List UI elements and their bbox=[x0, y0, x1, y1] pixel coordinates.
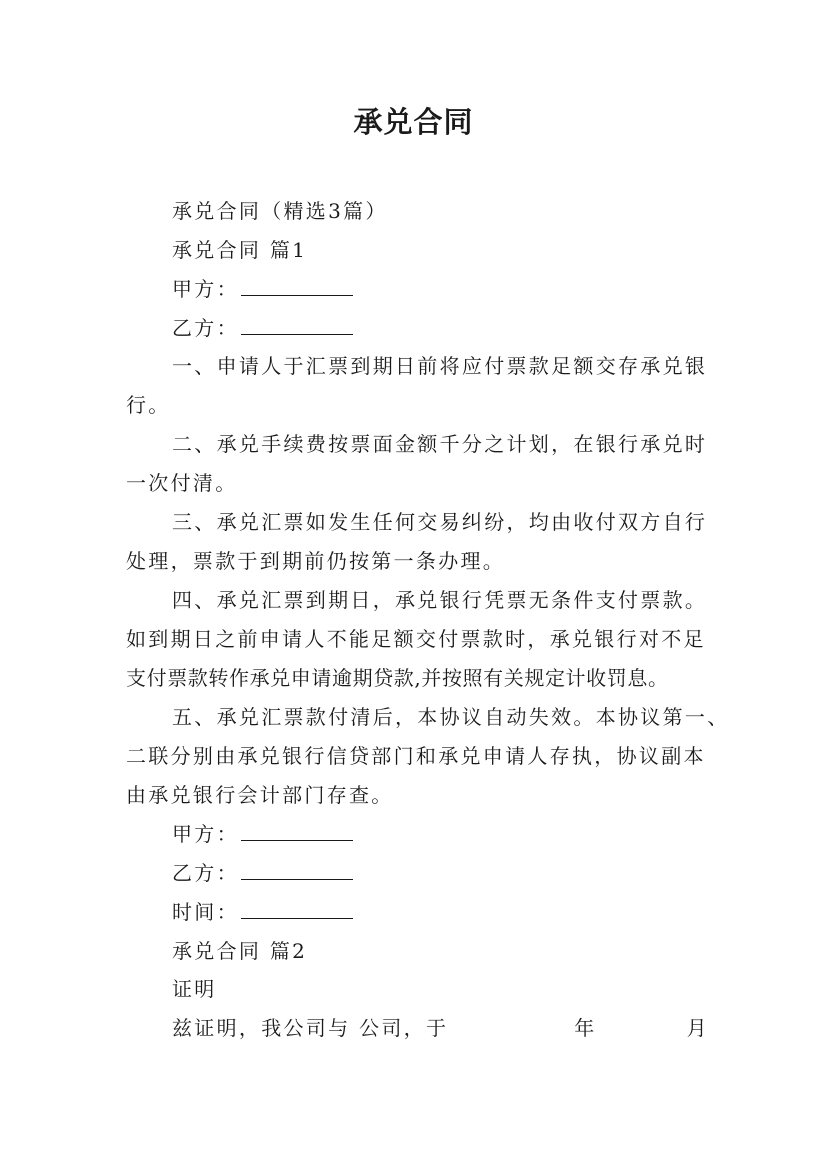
document-title: 承兑合同 bbox=[353, 105, 474, 139]
clause4-line1: 四、承兑汇票到期日，承兑银行凭票无条件支付票款。 bbox=[172, 588, 708, 612]
cert-text-start: 兹证明，我公司与 公司，于 bbox=[172, 1016, 449, 1040]
cert-month-label: 月 bbox=[686, 1016, 709, 1040]
section2-heading: 承兑合同 篇2 bbox=[172, 939, 308, 963]
clause4-line2: 如到期日之前申请人不能足额交付票款时，承兑银行对不足 bbox=[126, 627, 706, 651]
sign-party-b-blank bbox=[241, 853, 353, 880]
sign-time-line bbox=[126, 892, 752, 932]
document-subtitle: 承兑合同（精选3篇） bbox=[172, 199, 388, 223]
party-b-label: 乙方： bbox=[172, 316, 239, 340]
clause5-line1: 五、承兑汇票款付清后，本协议自动失效。本协议第一、 bbox=[172, 705, 730, 729]
cert-year-label: 年 bbox=[574, 1016, 597, 1040]
party-a-label: 甲方： bbox=[172, 277, 239, 301]
sign-party-b-line bbox=[126, 853, 752, 893]
party-b-line bbox=[126, 308, 752, 348]
clause2-line1: 二、承兑手续费按票面金额千分之计划，在银行承兑时 bbox=[172, 432, 708, 456]
clause3-line2: 处理，票款于到期前仍按第一条办理。 bbox=[126, 549, 506, 573]
clause2-line2: 一次付清。 bbox=[126, 471, 238, 495]
sign-party-a-blank bbox=[241, 814, 353, 841]
party-b-blank bbox=[241, 308, 353, 335]
clause5-line3: 由承兑银行会计部门存查。 bbox=[126, 783, 394, 807]
party-a-blank bbox=[241, 269, 353, 296]
sign-time-label: 时间： bbox=[172, 900, 239, 924]
certificate-text-line bbox=[126, 1008, 752, 1048]
clause4-line3: 支付票款转作承兑申请逾期贷款,并按照有关规定计收罚息。 bbox=[126, 666, 669, 690]
sign-party-a-label: 甲方： bbox=[172, 822, 239, 846]
section1-heading: 承兑合同 篇1 bbox=[172, 238, 308, 262]
clause1-line2: 行。 bbox=[126, 393, 171, 417]
sign-party-b-label: 乙方： bbox=[172, 861, 239, 885]
certificate-label: 证明 bbox=[172, 977, 217, 1001]
clause5-line2: 二联分别由承兑银行信贷部门和承兑申请人存执，协议副本 bbox=[126, 744, 706, 768]
sign-time-blank bbox=[241, 892, 353, 919]
clause1-line1: 一、申请人于汇票到期日前将应付票款足额交存承兑银 bbox=[172, 354, 708, 378]
party-a-line bbox=[126, 269, 752, 309]
sign-party-a-line bbox=[126, 814, 752, 854]
clause3-line1: 三、承兑汇票如发生任何交易纠纷，均由收付双方自行 bbox=[172, 510, 708, 534]
